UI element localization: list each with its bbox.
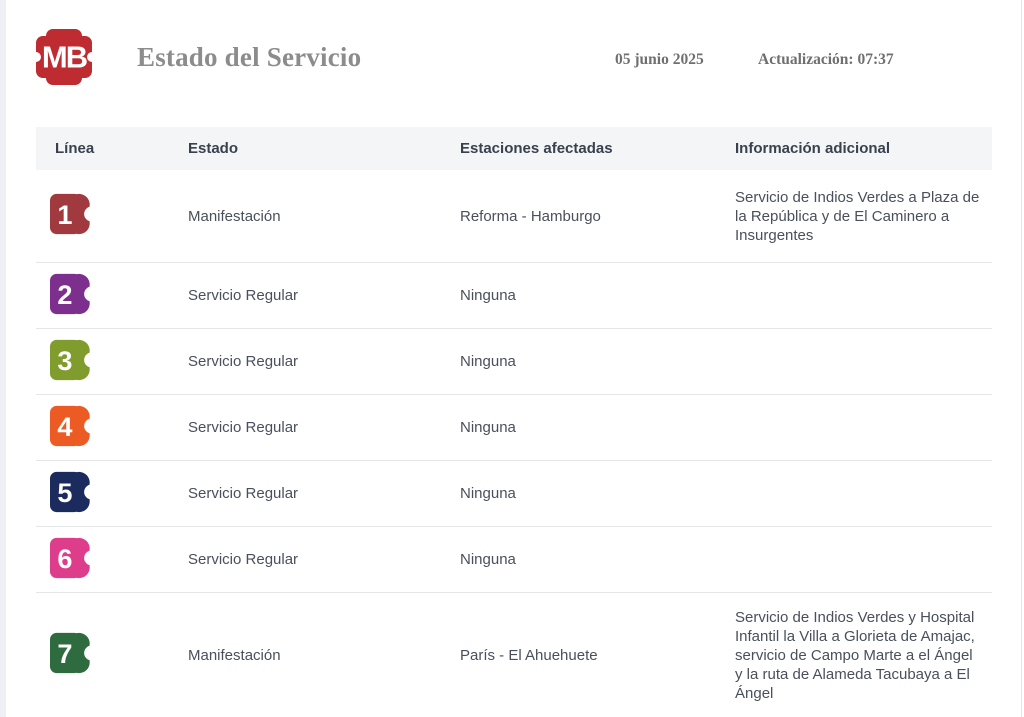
line-cell: [36, 339, 188, 385]
line-cell: [36, 273, 188, 319]
table-row: [36, 395, 992, 461]
svg-text:1: 1: [57, 198, 73, 230]
estado-cell: Servicio Regular: [188, 485, 299, 502]
header-estado: Estado: [188, 140, 239, 157]
line-cell: [36, 405, 188, 451]
estado-cell: Servicio Regular: [188, 551, 299, 568]
service-date: 05 junio 2025: [615, 51, 704, 68]
table-row: [36, 263, 992, 329]
line-cell: [36, 632, 188, 678]
table-row: [36, 170, 992, 263]
estado-cell: Servicio Regular: [188, 353, 299, 370]
line-badge-icon: [50, 193, 93, 235]
line-badge-icon: [50, 537, 93, 579]
line-cell: [36, 193, 188, 239]
estaciones-cell: París - El Ahuehuete: [460, 646, 598, 664]
line-cell: [36, 471, 188, 517]
update-time: Actualización: 07:37: [758, 51, 894, 68]
svg-text:5: 5: [57, 476, 73, 508]
logo-text: MB: [41, 39, 87, 75]
table-row: [36, 593, 992, 717]
line-badge-icon: [50, 471, 93, 513]
svg-text:7: 7: [57, 637, 73, 669]
header-informacion: Información adicional: [735, 140, 891, 157]
line-cell: [36, 537, 188, 583]
estaciones-cell: Reforma - Hamburgo: [460, 207, 601, 225]
page-title: Estado del Servicio: [137, 42, 362, 72]
estaciones-cell: Ninguna: [460, 353, 516, 370]
estaciones-cell: Ninguna: [460, 551, 516, 568]
svg-text:3: 3: [57, 344, 73, 376]
svg-text:6: 6: [57, 542, 73, 574]
estado-cell: Servicio Regular: [188, 287, 299, 304]
line-badge-icon: [50, 273, 93, 315]
table-row: [36, 527, 992, 593]
status-table: [36, 127, 992, 717]
page-header: [0, 0, 1021, 127]
info-cell: Servicio de Indios Verdes a Plaza de la República y de El Caminero a Insurgentes: [735, 188, 980, 244]
table-row: [36, 461, 992, 527]
metrobus-logo-icon: [36, 29, 92, 85]
line-badge-icon: [50, 632, 93, 674]
estaciones-cell: Ninguna: [460, 419, 516, 436]
estaciones-cell: Ninguna: [460, 287, 516, 304]
header-estaciones: Estaciones afectadas: [460, 140, 613, 157]
table-row: [36, 329, 992, 395]
table-header-row: [36, 127, 992, 170]
estado-cell: Servicio Regular: [188, 419, 299, 436]
line-badge-icon: [50, 339, 93, 381]
estaciones-cell: Ninguna: [460, 485, 516, 502]
header-linea: Línea: [55, 140, 95, 157]
line-badge-icon: [50, 405, 93, 447]
estado-cell: Manifestación: [188, 207, 281, 225]
estado-cell: Manifestación: [188, 646, 281, 664]
svg-text:2: 2: [57, 278, 73, 310]
svg-text:4: 4: [57, 410, 73, 442]
info-cell: Servicio de Indios Verdes y Hospital Infantil la Villa a Glorieta de Amajac, servicio de Campo Marte a el Ángel y la ruta de Alameda Tacubaya a El Ángel: [735, 608, 975, 702]
table-body: [36, 170, 992, 717]
